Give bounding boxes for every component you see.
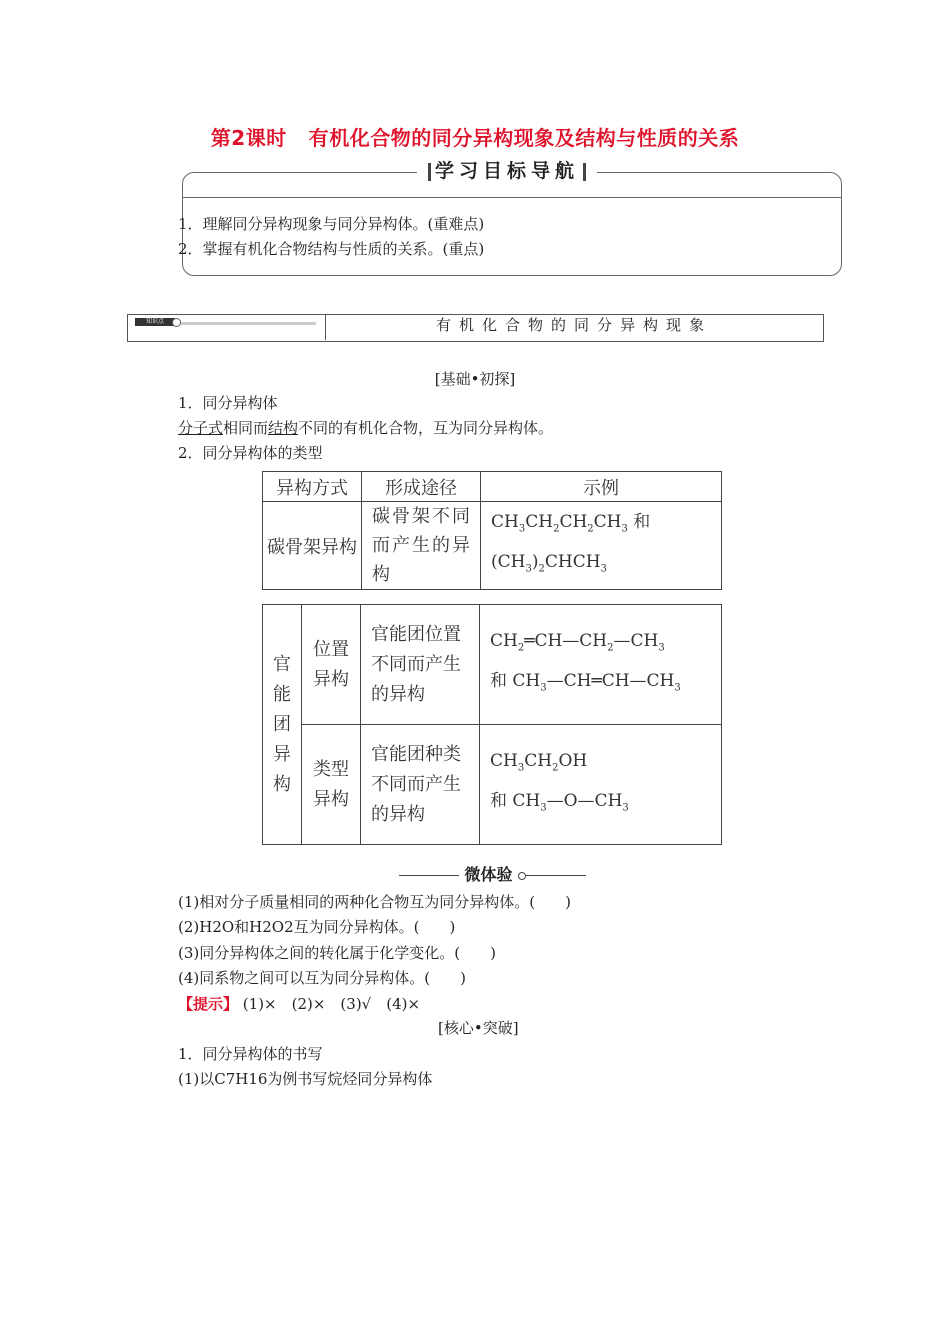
table-cell-method: 碳骨架异构 bbox=[263, 502, 362, 590]
table-header: 示例 bbox=[481, 472, 722, 502]
micro-heading: 微体验 bbox=[380, 862, 605, 885]
definition: 分子式相同而结构不同的有机化合物，互为同分异构体。 bbox=[178, 419, 554, 437]
question-item: (4)同系物之间可以互为同分异构体。( ) bbox=[178, 969, 466, 987]
lesson-title: 有机化合物的同分异构现象及结构与性质的关系 bbox=[308, 126, 740, 150]
hint-answers: (1)× (2)× (3)√ (4)× bbox=[242, 995, 421, 1013]
table-cell-example: $CH_3CH_2OH$ 和 $CH_3—O—CH_3$ bbox=[480, 725, 722, 845]
hint-label: 【提示】 bbox=[178, 995, 239, 1013]
isomer-table-skeleton bbox=[262, 471, 722, 590]
table-cell-type: 类型异构 bbox=[302, 725, 361, 845]
lesson-number: 第2课时 bbox=[210, 126, 287, 150]
isomer-table-functional-group bbox=[262, 604, 722, 845]
section-basic-label: [基础•初探] bbox=[434, 370, 516, 388]
table-cell-example: $CH_3CH_2CH_2CH_3$ 和 $(CH_3)_2CHCH_3$ bbox=[481, 502, 722, 590]
hint bbox=[178, 993, 420, 1014]
core-heading: 1．同分异构体的书写 bbox=[178, 1045, 323, 1063]
def-heading: 1．同分异构体 bbox=[178, 394, 278, 412]
table-cell-way: 官能团位置不同而产生的异构 bbox=[361, 605, 480, 725]
tag-decoration bbox=[178, 322, 316, 325]
page-title bbox=[0, 122, 950, 151]
question-item: (3)同分异构体之间的转化属于化学变化。( ) bbox=[178, 944, 496, 962]
table-cell-example: $CH_2═CH—CH_2—CH_3$ 和 $CH_3—CH═CH—CH_3$ bbox=[480, 605, 722, 725]
question-item: (2)H2O和H2O2互为同分异构体。( ) bbox=[178, 918, 456, 936]
goal-item: 2．掌握有机化合物结构与性质的关系。(重点) bbox=[178, 240, 485, 258]
table-header: 形成途径 bbox=[362, 472, 481, 502]
table-cell-way: 官能团种类不同而产生的异构 bbox=[361, 725, 480, 845]
core-sub: (1)以C7H16为例书写烷烃同分异构体 bbox=[178, 1070, 433, 1088]
tag-circle-icon bbox=[172, 318, 181, 327]
table-cell-type: 位置异构 bbox=[302, 605, 361, 725]
goals-divider bbox=[182, 197, 842, 198]
table-cell-group: 官能团异构 bbox=[263, 605, 302, 845]
types-heading: 2．同分异构体的类型 bbox=[178, 444, 323, 462]
goals-heading: 学习目标导航 bbox=[417, 157, 597, 185]
table-cell-way: 碳骨架不同而产生的异构 bbox=[362, 502, 481, 590]
section-core-label: [核心•突破] bbox=[438, 1019, 519, 1037]
knowledge-point-tag: 知识点 bbox=[135, 318, 175, 326]
knowledge-point-title: 有机化合物的同分异构现象 bbox=[435, 316, 712, 334]
table-header: 异构方式 bbox=[263, 472, 362, 502]
question-item: (1)相对分子质量相同的两种化合物互为同分异构体。( ) bbox=[178, 893, 571, 911]
goal-item: 1．理解同分异构现象与同分异构体。(重难点) bbox=[178, 215, 485, 233]
